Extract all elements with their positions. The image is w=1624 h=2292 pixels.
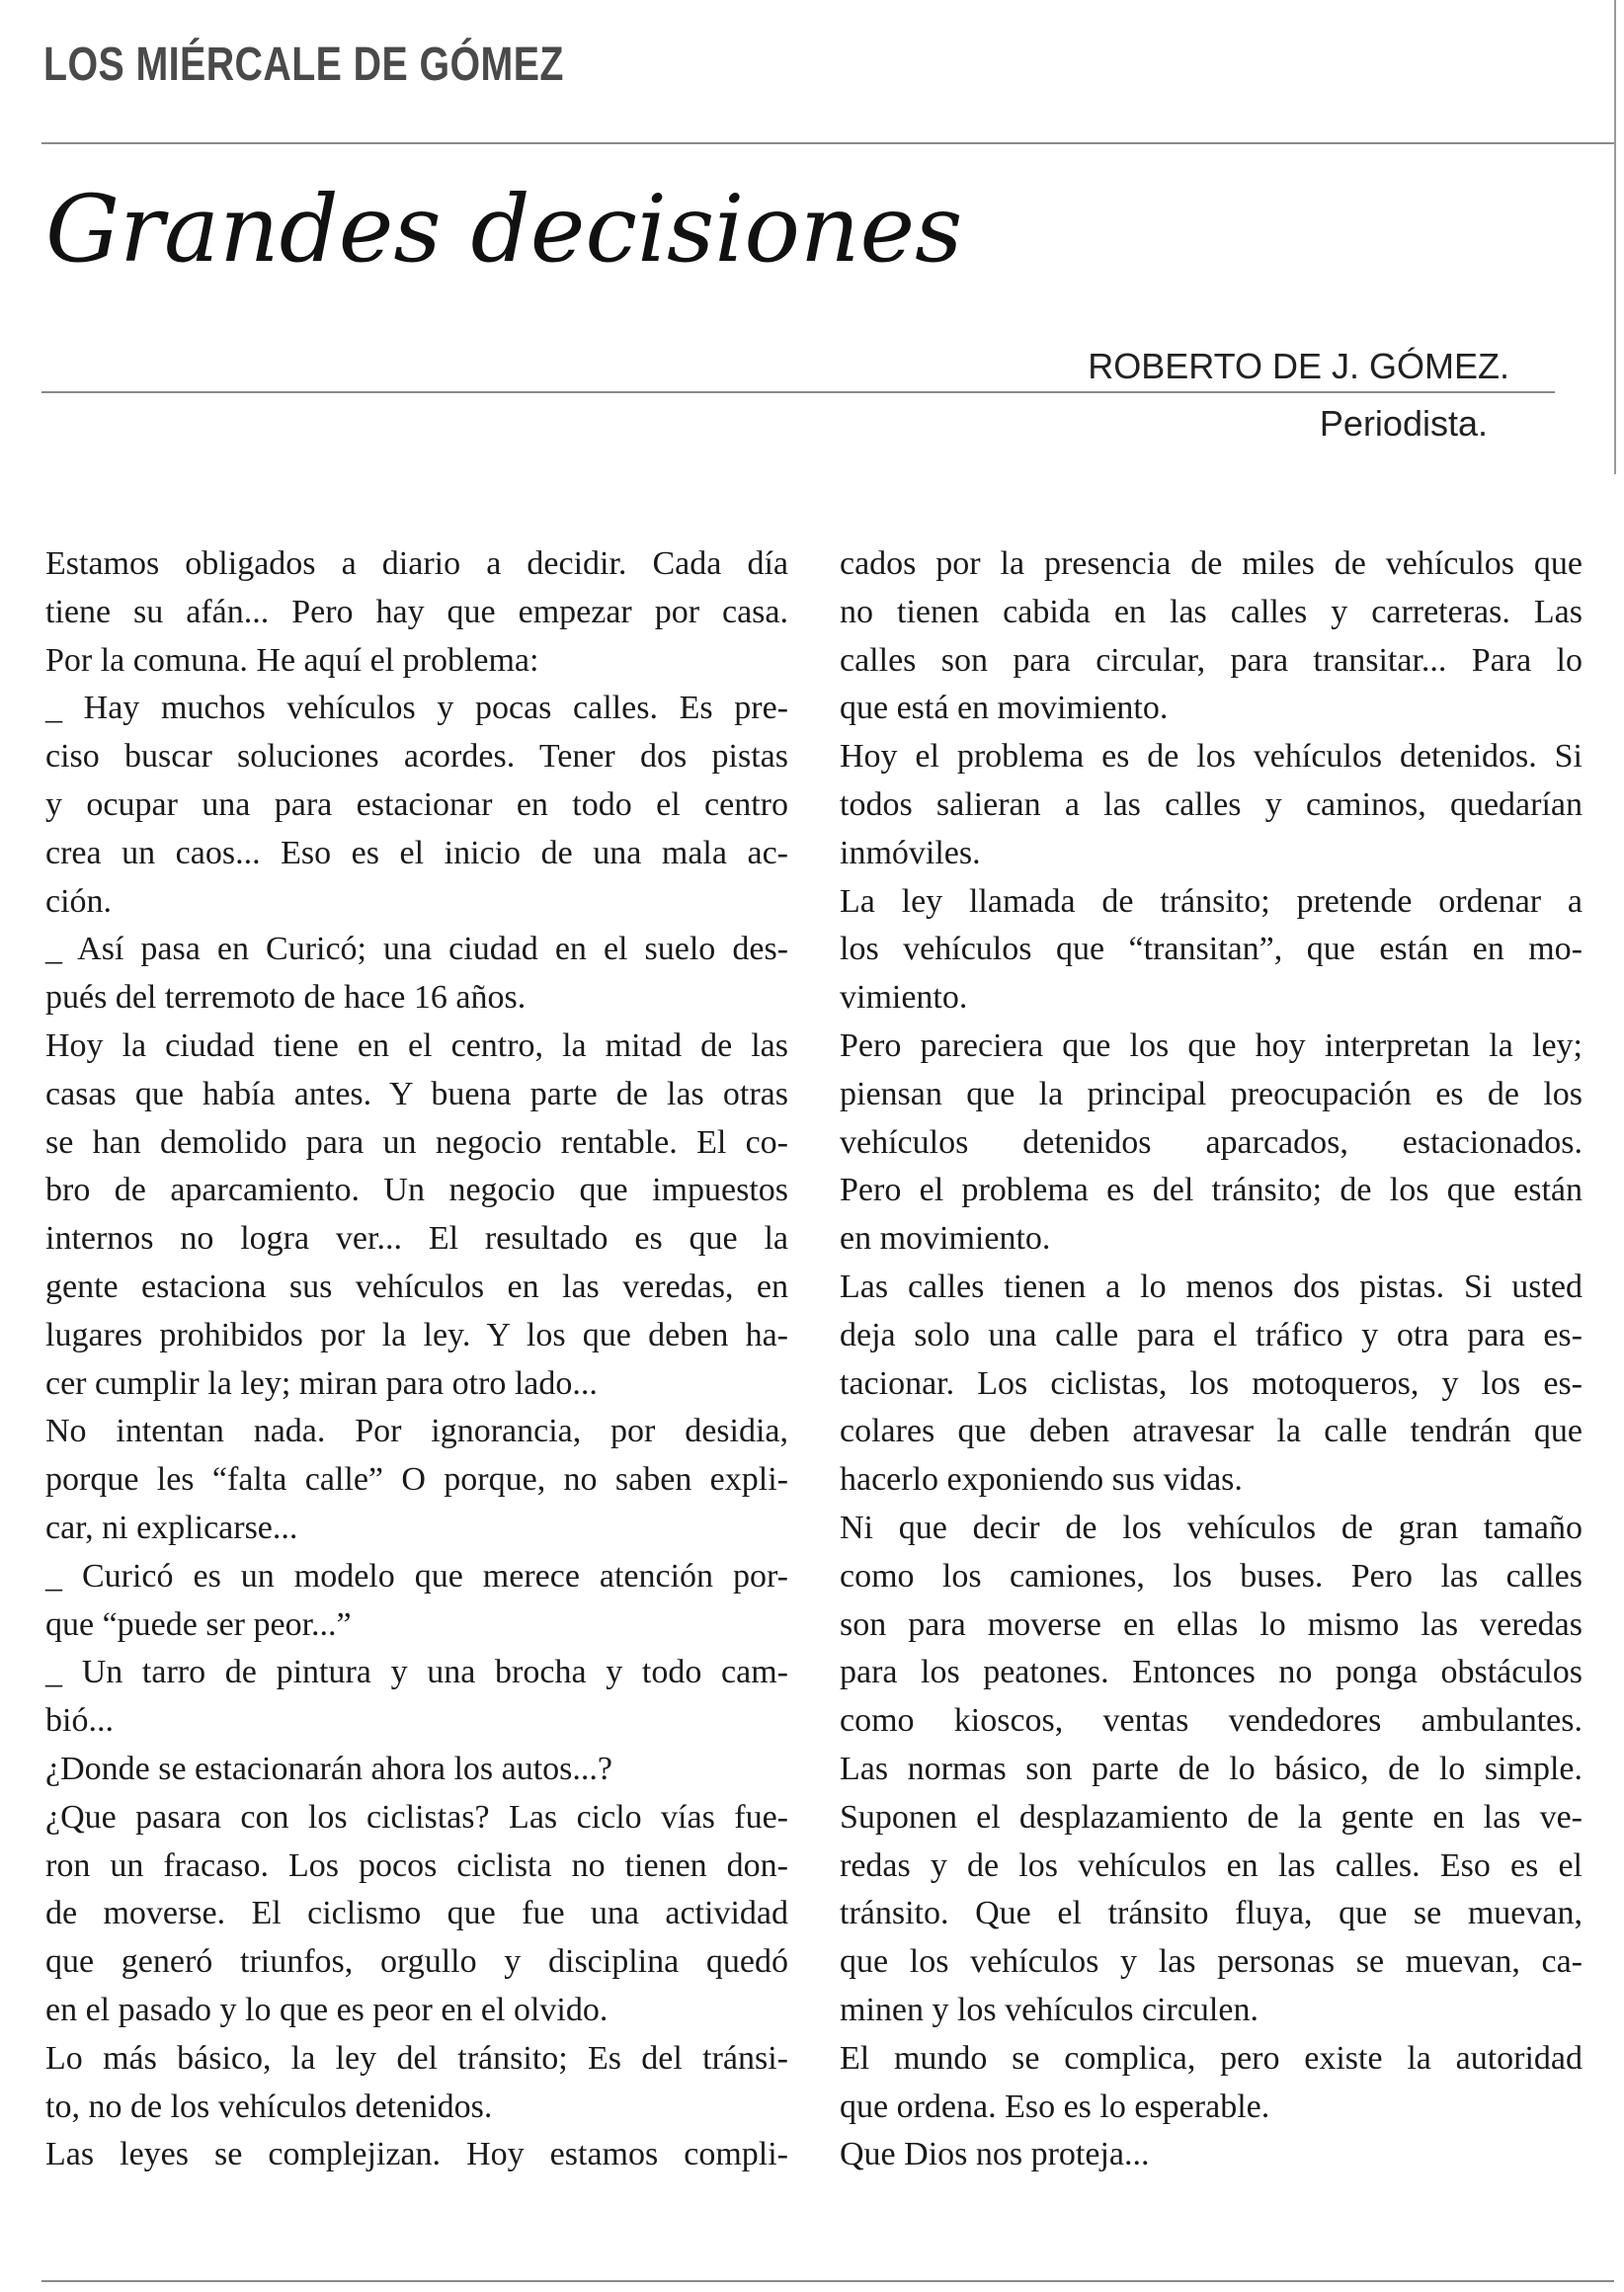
- article-line: para los peatones. Entonces no ponga obstáculos: [840, 1654, 1583, 1691]
- article-line: to, no de los vehículos detenidos.: [45, 2087, 493, 2125]
- article-line: que ordena. Eso es lo esperable.: [840, 2087, 1270, 2125]
- article-line: tacionar. Los ciclistas, los motoqueros, y los es-: [840, 1364, 1583, 1402]
- article-line: tránsito. Que el tránsito fluya, que se muevan,: [840, 1895, 1583, 1932]
- article-line: cados por la presencia de miles de vehículos que: [840, 545, 1583, 582]
- article-line: Las calles tienen a lo menos dos pistas. Si usted: [840, 1268, 1583, 1305]
- article-line: que generó triunfos, orgullo y disciplina quedó: [45, 1943, 788, 1981]
- byline-role: Periodista.: [1319, 403, 1488, 444]
- article-line: casas que había antes. Y buena parte de las otras: [45, 1075, 788, 1112]
- bottom-rule: [41, 2280, 1614, 2282]
- article-line: Por la comuna. He aquí el problema:: [45, 641, 539, 679]
- top-rule: [41, 142, 1614, 144]
- article-line: todos salieran a las calles y caminos, quedarían: [840, 785, 1583, 823]
- article-line: Pero pareciera que los que hoy interpretan la ley;: [840, 1026, 1583, 1064]
- section-label: LOS MIÉRCALE DE GÓMEZ: [43, 39, 564, 91]
- article-line: Hoy la ciudad tiene en el centro, la mitad de las: [45, 1026, 788, 1064]
- article-line: calles son para circular, para transitar... Para lo: [840, 641, 1583, 679]
- article-line: _ Curicó es un modelo que merece atención por-: [45, 1557, 788, 1595]
- article-line: _ Hay muchos vehículos y pocas calles. Es pre-: [45, 690, 788, 727]
- article-line: Estamos obligados a diario a decidir. Cada día: [45, 545, 788, 582]
- headline: Grandes decisiones: [45, 176, 963, 284]
- article-line: y ocupar una para estacionar en todo el centro: [45, 785, 788, 823]
- article-line: Las leyes se complejizan. Hoy estamos compli-: [45, 2136, 788, 2173]
- byline-rule: [41, 391, 1555, 393]
- article-line: pués del terremoto de hace 16 años.: [45, 979, 527, 1017]
- article-line: como los camiones, los buses. Pero las calles: [840, 1557, 1583, 1595]
- article-line: de moverse. El ciclismo que fue una actividad: [45, 1895, 788, 1932]
- article-line: en el pasado y lo que es peor en el olvido.: [45, 1991, 609, 2028]
- article-line: que está en movimiento.: [840, 690, 1169, 727]
- article-line: son para moverse en ellas lo mismo las veredas: [840, 1605, 1583, 1643]
- article-line: gente estaciona sus vehículos en las veredas, en: [45, 1268, 788, 1305]
- article-line: Lo más básico, la ley del tránsito; Es del tránsi-: [45, 2039, 788, 2077]
- article-line: que los vehículos y las personas se muevan, ca-: [840, 1943, 1583, 1981]
- article-line: Hoy el problema es de los vehículos detenidos. Si: [840, 738, 1583, 776]
- article-line: car, ni explicarse...: [45, 1509, 298, 1546]
- article-line: ¿Donde se estacionarán ahora los autos...?: [45, 1750, 612, 1787]
- byline-author: ROBERTO DE J. GÓMEZ.: [1088, 346, 1509, 386]
- article-line: ¿Que pasara con los ciclistas? Las ciclo vías fue-: [45, 1798, 788, 1836]
- article-line: Pero el problema es del tránsito; de los que están: [840, 1172, 1583, 1209]
- article-line: minen y los vehículos circulen.: [840, 1991, 1259, 2028]
- article-line: _ Un tarro de pintura y una brocha y todo cam-: [45, 1654, 788, 1691]
- article-line: vehículos detenidos aparcados, estacionados.: [840, 1123, 1583, 1161]
- column-divider-line: [1614, 0, 1616, 474]
- article-line: los vehículos que “transitan”, que están en mo-: [840, 931, 1583, 968]
- article-line: se han demolido para un negocio rentable. El co-: [45, 1123, 788, 1161]
- article-line: crea un caos... Eso es el inicio de una mala ac-: [45, 834, 788, 871]
- article-line: lugares prohibidos por la ley. Y los que deben ha-: [45, 1316, 788, 1353]
- article-line: bió...: [45, 1702, 114, 1740]
- article-line: Que Dios nos proteja...: [840, 2136, 1150, 2173]
- article-line: colares que deben atravesar la calle tendrán que: [840, 1413, 1583, 1450]
- article-column-right: [840, 540, 1583, 2179]
- article-line: tiene su afán... Pero hay que empezar por casa.: [45, 593, 788, 630]
- article-line: _ Así pasa en Curicó; una ciudad en el suelo des-: [45, 931, 788, 968]
- article-line: como kioscos, ventas vendedores ambulantes.: [840, 1702, 1583, 1740]
- article-line: La ley llamada de tránsito; pretende ordenar a: [840, 882, 1583, 920]
- article-line: redas y de los vehículos en las calles. Eso es el: [840, 1846, 1583, 1884]
- article-line: ciso buscar soluciones acordes. Tener dos pistas: [45, 738, 788, 776]
- article-line: El mundo se complica, pero existe la autoridad: [840, 2039, 1583, 2077]
- article-line: hacerlo exponiendo sus vidas.: [840, 1461, 1243, 1499]
- article-line: piensan que la principal preocupación es de los: [840, 1075, 1583, 1112]
- article-line: deja solo una calle para el tráfico y otra para es-: [840, 1316, 1583, 1353]
- article-line: ron un fracaso. Los pocos ciclista no tienen don-: [45, 1846, 788, 1884]
- article-line: en movimiento.: [840, 1220, 1051, 1258]
- article-line: bro de aparcamiento. Un negocio que impuestos: [45, 1172, 788, 1209]
- article-line: que “puede ser peor...”: [45, 1605, 352, 1643]
- article-line: Las normas son parte de lo básico, de lo simple.: [840, 1750, 1583, 1787]
- article-line: cer cumplir la ley; miran para otro lado...: [45, 1364, 598, 1402]
- article-line: ción.: [45, 882, 113, 920]
- article-column-left: [45, 540, 788, 2179]
- article-line: vimiento.: [840, 979, 968, 1017]
- article-line: no tienen cabida en las calles y carreteras. Las: [840, 593, 1583, 630]
- article-line: Ni que decir de los vehículos de gran tamaño: [840, 1509, 1583, 1546]
- article-line: internos no logra ver... El resultado es que la: [45, 1220, 788, 1258]
- article-line: No intentan nada. Por ignorancia, por desidia,: [45, 1413, 788, 1450]
- article-line: Suponen el desplazamiento de la gente en las ve-: [840, 1798, 1583, 1836]
- article-line: inmóviles.: [840, 834, 981, 871]
- article-line: porque les “falta calle” O porque, no saben expli-: [45, 1461, 788, 1499]
